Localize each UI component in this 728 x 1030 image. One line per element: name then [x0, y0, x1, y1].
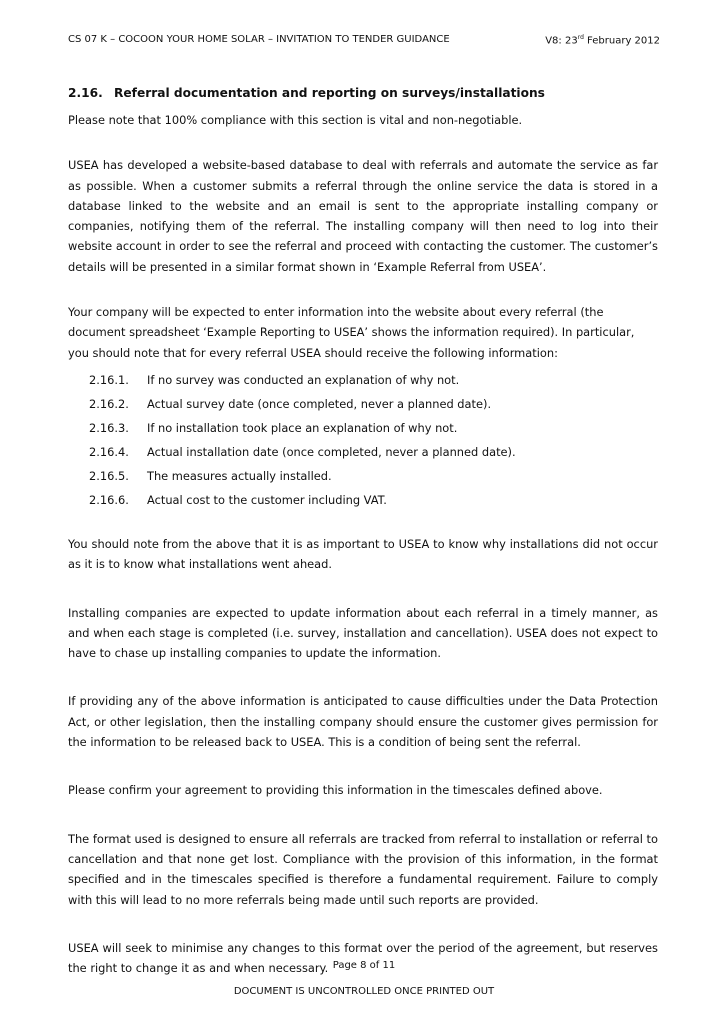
paragraph-timely-updates: Installing companies are expected to update information about each referral in a timely manner, as and when each stage is completed (i.e. survey, installation and cancellation). USEA does not expect to have to chase up installing companies to update the information.	[68, 605, 658, 661]
list-item-number: 2.16.4.	[89, 444, 129, 459]
list-item	[68, 467, 658, 485]
information-list	[68, 371, 658, 509]
list-item	[68, 443, 658, 461]
list-item	[68, 419, 658, 437]
list-item	[68, 371, 658, 389]
section-title: Referral documentation and reporting on surveys/installations	[114, 86, 545, 100]
paragraph-installations-note: You should note from the above that it is as important to USEA to know why installations did not occur as it is to know what installations went ahead.	[68, 536, 658, 572]
list-item-number: 2.16.2.	[89, 396, 129, 411]
page-number: Page 8 of 11	[332, 960, 396, 971]
section-heading	[68, 84, 658, 102]
list-item	[68, 491, 658, 509]
list-item-text: Actual survey date (once completed, never a planned date).	[147, 396, 492, 411]
header-version-prefix: V8: 23	[545, 35, 578, 47]
paragraph-information-required: Your company will be expected to enter information into the website about every referral (the document spreadsheet ‘Example Reporting to USEA’ shows the information required). In particular, you should note that for every referral USEA should receive the following information:	[68, 305, 635, 360]
list-item-number: 2.16.5.	[89, 468, 129, 483]
header-title: CS 07 K – COCOON YOUR HOME SOLAR – INVITATION TO TENDER GUIDANCE	[68, 34, 450, 45]
document-body	[68, 84, 658, 978]
list-item-text: The measures actually installed.	[147, 468, 332, 483]
list-item-number: 2.16.6.	[89, 492, 129, 507]
list-item-text: Actual installation date (once completed, never a planned date).	[147, 444, 516, 459]
paragraph-format-changes: USEA will seek to minimise any changes to this format over the period of the agreement, but reserves the right to change it as and when necessary.	[68, 940, 658, 976]
paragraph-confirm-agreement: Please confirm your agreement to providing this information in the timescales defined above.	[68, 783, 603, 798]
paragraph-compliance: Please note that 100% compliance with this section is vital and non-negotiable.	[68, 113, 523, 127]
list-item-number: 2.16.1.	[89, 372, 129, 387]
list-item-number: 2.16.3.	[89, 420, 129, 435]
paragraph-data-protection: If providing any of the above information is anticipated to cause difficulties under the Data Protection Act, or other legislation, then the installing company should ensure the customer gives permission for the information to be released back to USEA. This is a condition of being sent the referral.	[68, 694, 658, 750]
footer-disclaimer: DOCUMENT IS UNCONTROLLED ONCE PRINTED OUT	[233, 986, 495, 997]
list-item-text: If no installation took place an explanation of why not.	[147, 420, 458, 435]
header-version	[545, 34, 660, 46]
section-number: 2.16.	[68, 86, 103, 100]
paragraph-format-tracking: The format used is designed to ensure all referrals are tracked from referral to installation or referral to cancellation and that none get lost. Compliance with the provision of this information, in the format specified and in the timescales specified is therefore a fundamental requirement. Failure to comply with this will lead to no more referrals being made until such reports are provided.	[68, 831, 658, 907]
header-version-suffix: February 2012	[583, 35, 660, 47]
list-item-text: If no survey was conducted an explanation of why not.	[147, 372, 460, 387]
list-item-text: Actual cost to the customer including VAT.	[147, 492, 387, 507]
list-item	[68, 395, 658, 413]
page-header	[68, 34, 660, 46]
paragraph-website-database: USEA has developed a website-based database to deal with referrals and automate the service as far as possible. When a customer submits a referral through the online service the data is stored in a database linked to the website and an email is sent to the appropriate installing company or companies, notifying them of the referral. The installing company will then need to log into their website account in order to see the referral and proceed with contacting the customer. The customer’s details will be presented in a similar format shown in ‘Example Referral from USEA’.	[68, 158, 658, 274]
header-version-sup: rd	[577, 34, 584, 41]
